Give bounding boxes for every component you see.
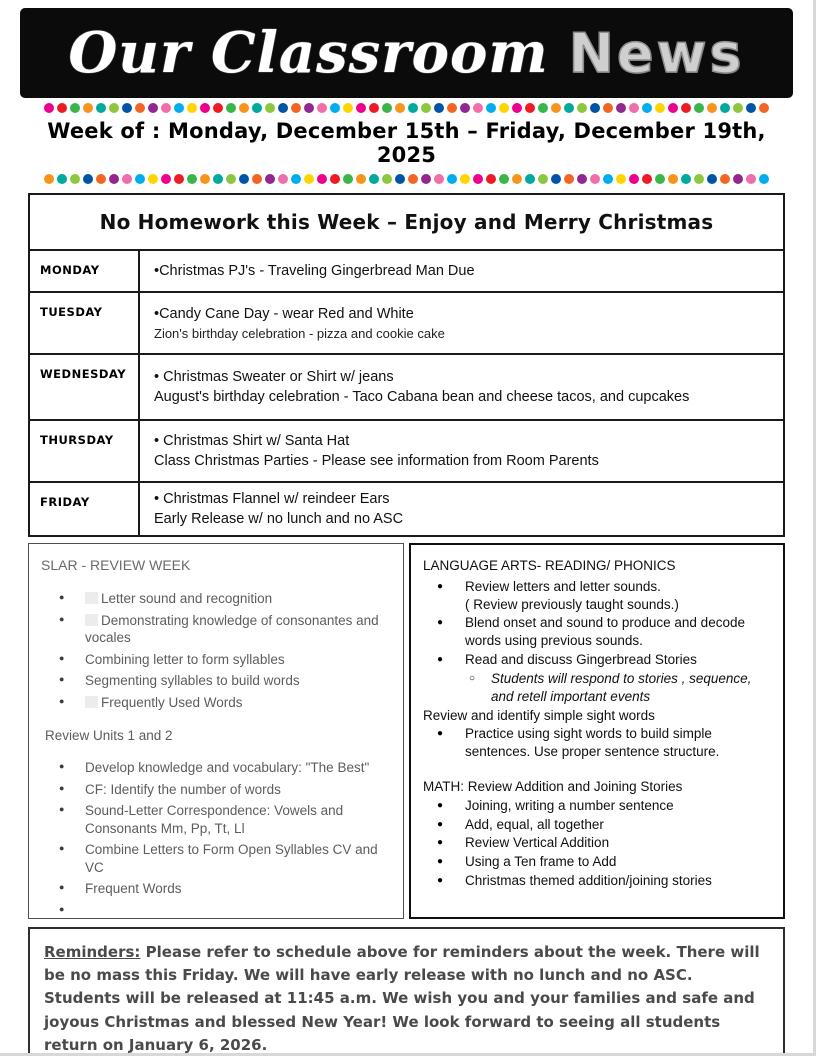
polka-dot: [421, 103, 431, 113]
day-label-wednesday: WEDNESDAY: [30, 355, 140, 419]
list-item-text: Combine Letters to Form Open Syllables CV and VC: [85, 842, 378, 875]
polka-dot: [174, 103, 184, 113]
polka-dot: [122, 103, 132, 113]
schedule-entry: •Christmas PJ's - Traveling Gingerbread Man Due: [154, 263, 475, 279]
day-content-friday: [140, 483, 783, 535]
list-item-text: Sound-Letter Correspondence: Vowels and Consonants Mm, Pp, Tt, Ll: [85, 803, 344, 836]
schedule-entry: •Candy Cane Day - wear Red and White: [154, 305, 414, 322]
schedule-title: No Homework this Week – Enjoy and Merry Christmas: [30, 195, 783, 251]
polka-dot: [668, 174, 678, 184]
list-item-text: ( Review previously taught sounds.): [465, 596, 679, 612]
polka-dot: [642, 174, 652, 184]
polka-dot: [642, 103, 652, 113]
polka-dot: [252, 103, 262, 113]
polka-dot: [655, 103, 665, 113]
list-item-text: Segmenting syllables to build words: [85, 673, 300, 689]
slar-subtitle: Review Units 1 and 2: [45, 728, 173, 744]
polka-dot: [304, 174, 314, 184]
polka-dot: [200, 174, 210, 184]
day-content-thursday: [140, 421, 783, 481]
dot-border-bottom: [20, 171, 793, 187]
list-item: [423, 816, 771, 834]
polka-dot: [382, 174, 392, 184]
polka-dot: [265, 174, 275, 184]
polka-dot: [668, 103, 678, 113]
polka-dot: [252, 174, 262, 184]
list-item-text: Joining, writing a number sentence: [465, 797, 674, 813]
polka-dot: [109, 174, 119, 184]
polka-dot: [707, 103, 717, 113]
day-label-thursday: THURSDAY: [30, 421, 140, 481]
polka-dot: [239, 174, 249, 184]
highlight-mark: [85, 614, 98, 626]
polka-dot: [590, 103, 600, 113]
polka-dot: [590, 174, 600, 184]
table-row: [30, 293, 783, 355]
polka-dot: [408, 103, 418, 113]
curriculum-columns: [28, 543, 785, 919]
list-item: [41, 759, 391, 777]
polka-dot: [317, 174, 327, 184]
table-row: [30, 483, 783, 535]
list-item-text: Develop knowledge and vocabulary: "The Best": [85, 760, 370, 776]
highlight-mark: [85, 696, 98, 708]
polka-dot: [681, 174, 691, 184]
polka-dot: [291, 174, 301, 184]
list-item-text: Blend onset and sound to produce and decode words using previous sounds.: [465, 615, 745, 649]
polka-dot: [226, 174, 236, 184]
list-item: [41, 880, 391, 898]
polka-dot: [499, 174, 509, 184]
polka-dot: [343, 103, 353, 113]
math-title: MATH: Review Addition and Joining Stories: [423, 778, 683, 794]
week-banner: Week of : Monday, December 15th – Friday, December 19th, 2025: [47, 119, 766, 167]
math-list: [423, 797, 771, 890]
list-item: [423, 651, 771, 669]
polka-dot: [538, 174, 548, 184]
polka-dot: [265, 103, 275, 113]
list-item-text: Practice using sight words to build simple sentences. Use proper sentence structure.: [465, 726, 720, 760]
reminders-body: Please refer to schedule above for reminders about the week. There will be no mass this Friday. We will have early release with no lunch and no ASC. Students will be released at 11:45 a.m. We wish you and your families and safe and joyous Christmas and blessed New Year! We look forward to seeing all students return on January 6, 2026.: [44, 942, 760, 1054]
list-item-text: Using a Ten frame to Add: [465, 854, 617, 870]
language-arts-section: [409, 543, 785, 919]
polka-dot: [616, 103, 626, 113]
list-item: [41, 651, 391, 669]
polka-dot: [551, 103, 561, 113]
polka-dot: [187, 174, 197, 184]
polka-dot: [395, 103, 405, 113]
schedule-entry-note: August's birthday celebration - Taco Cabana bean and cheese tacos, and cupcakes: [154, 389, 690, 405]
polka-dot: [70, 103, 80, 113]
polka-dot: [122, 174, 132, 184]
list-item: [423, 614, 771, 650]
polka-dot: [291, 103, 301, 113]
polka-dot: [720, 174, 730, 184]
polka-dot: [629, 103, 639, 113]
polka-dot: [304, 103, 314, 113]
list-item: [41, 612, 391, 647]
polka-dot: [525, 174, 535, 184]
polka-dot: [148, 174, 158, 184]
polka-dot: [44, 174, 54, 184]
schedule-table: [28, 193, 785, 537]
list-item: [423, 578, 771, 614]
schedule-entry: • Christmas Shirt w/ Santa Hat: [154, 433, 350, 449]
polka-dot: [460, 103, 470, 113]
polka-dot: [681, 103, 691, 113]
polka-dot: [44, 103, 54, 113]
day-content-monday: [140, 251, 783, 291]
list-item-text: Demonstrating knowledge of consonantes and vocales: [85, 612, 379, 646]
polka-dot: [603, 174, 613, 184]
language-arts-note: Review and identify simple sight words: [423, 707, 655, 723]
polka-dot: [694, 103, 704, 113]
table-row: [30, 251, 783, 293]
reminders-paragraph: [44, 941, 769, 1056]
newsletter-title-news: News: [568, 21, 745, 85]
polka-dot: [486, 103, 496, 113]
polka-dot: [447, 103, 457, 113]
polka-dot: [408, 174, 418, 184]
day-content-wednesday: [140, 355, 783, 419]
polka-dot: [161, 103, 171, 113]
polka-dot: [356, 174, 366, 184]
polka-dot: [746, 103, 756, 113]
polka-dot: [564, 103, 574, 113]
sub-list-item: ○ Students will respond to stories , sequence, and retell important events: [423, 670, 771, 706]
list-item-text: ● Review letters and letter sounds.: [465, 578, 661, 594]
polka-dot: [434, 174, 444, 184]
polka-dot: [109, 103, 119, 113]
polka-dot: [525, 103, 535, 113]
polka-dot: [655, 174, 665, 184]
polka-dot: [83, 174, 93, 184]
polka-dot: [486, 174, 496, 184]
polka-dot: [577, 103, 587, 113]
polka-dot: [187, 103, 197, 113]
list-item: [423, 797, 771, 815]
list-item-text: Read and discuss Gingerbread Stories: [465, 652, 697, 668]
list-item: [41, 672, 391, 690]
polka-dot: [226, 103, 236, 113]
highlight-mark: [85, 592, 98, 604]
polka-dot: [213, 103, 223, 113]
polka-dot: [499, 103, 509, 113]
polka-dot: [382, 103, 392, 113]
list-item: [423, 834, 771, 852]
language-arts-title: LANGUAGE ARTS- READING/ PHONICS: [423, 558, 676, 573]
polka-dot: [200, 103, 210, 113]
language-arts-list: [423, 578, 771, 669]
list-item-text: Review Vertical Addition: [465, 835, 610, 851]
polka-dot: [317, 103, 327, 113]
polka-dot: [733, 174, 743, 184]
polka-dot: [733, 103, 743, 113]
polka-dot: [330, 103, 340, 113]
polka-dot: [746, 174, 756, 184]
polka-dot: [538, 103, 548, 113]
polka-dot: [148, 103, 158, 113]
polka-dot: [759, 103, 769, 113]
polka-dot: [616, 174, 626, 184]
schedule-entry-note: Early Release w/ no lunch and no ASC: [154, 511, 404, 527]
day-label-tuesday: TUESDAY: [30, 293, 140, 353]
list-item-text: CF: Identify the number of words: [85, 781, 281, 797]
polka-dot: [161, 174, 171, 184]
list-item-text: Add, equal, all together: [465, 816, 604, 832]
reminders-label: Reminders:: [44, 942, 141, 961]
schedule-entry-note: Class Christmas Parties - Please see information from Room Parents: [154, 453, 599, 469]
polka-dot: [213, 174, 223, 184]
polka-dot: [369, 103, 379, 113]
list-item-text: Combining letter to form syllables: [85, 651, 285, 667]
polka-dot: [629, 174, 639, 184]
reminders-box: [28, 927, 785, 1056]
polka-dot: [57, 103, 67, 113]
polka-dot: [512, 174, 522, 184]
polka-dot: [577, 174, 587, 184]
polka-dot: [473, 103, 483, 113]
polka-dot: [603, 103, 613, 113]
polka-dot: [512, 103, 522, 113]
polka-dot: [369, 174, 379, 184]
list-item-text: Letter sound and recognition: [101, 591, 273, 607]
slar-section: [28, 543, 404, 919]
dot-border-top: [20, 100, 793, 116]
slar-title: SLAR - REVIEW WEEK: [41, 557, 191, 573]
list-item: [41, 694, 391, 712]
list-item-text: Christmas themed addition/joining stories: [465, 873, 712, 888]
polka-dot: [720, 103, 730, 113]
list-item-text: Frequently Used Words: [101, 694, 243, 710]
schedule-entry: • Christmas Sweater or Shirt w/ jeans: [154, 369, 394, 385]
list-item: [41, 802, 391, 837]
polka-dot: [135, 103, 145, 113]
slar-list-1: [41, 590, 391, 711]
polka-dot: [564, 174, 574, 184]
list-item: [423, 853, 771, 871]
polka-dot: [135, 174, 145, 184]
list-item: [41, 781, 391, 799]
polka-dot: [707, 174, 717, 184]
day-label-friday: FRIDAY: [30, 483, 140, 535]
list-item: [423, 872, 771, 890]
polka-dot: [57, 174, 67, 184]
schedule-entry-note: Zion's birthday celebration - pizza and cookie cake: [154, 325, 445, 341]
polka-dot: [759, 174, 769, 184]
polka-dot: [447, 174, 457, 184]
polka-dot: [343, 174, 353, 184]
polka-dot: [356, 103, 366, 113]
language-arts-list-2: [423, 725, 771, 761]
polka-dot: [174, 174, 184, 184]
polka-dot: [330, 174, 340, 184]
polka-dot: [70, 174, 80, 184]
list-item: [41, 590, 391, 608]
polka-dot: [239, 103, 249, 113]
polka-dot: [278, 103, 288, 113]
polka-dot: [551, 174, 561, 184]
polka-dot: [434, 103, 444, 113]
slar-list-2: [41, 759, 391, 898]
polka-dot: [83, 103, 93, 113]
polka-dot: [460, 174, 470, 184]
polka-dot: [473, 174, 483, 184]
list-item: [41, 841, 391, 876]
polka-dot: [278, 174, 288, 184]
newsletter-title-script: Our Classroom: [68, 20, 549, 86]
day-content-tuesday: [140, 293, 783, 353]
polka-dot: [96, 103, 106, 113]
newsletter-header: [20, 8, 793, 98]
day-label-monday: MONDAY: [30, 251, 140, 291]
polka-dot: [421, 174, 431, 184]
table-row: [30, 421, 783, 483]
table-row: [30, 355, 783, 421]
polka-dot: [694, 174, 704, 184]
list-item-text: Frequent Words: [85, 881, 182, 897]
list-item: [423, 725, 771, 761]
polka-dot: [395, 174, 405, 184]
schedule-entry: • Christmas Flannel w/ reindeer Ears: [154, 491, 390, 507]
polka-dot: [96, 174, 106, 184]
